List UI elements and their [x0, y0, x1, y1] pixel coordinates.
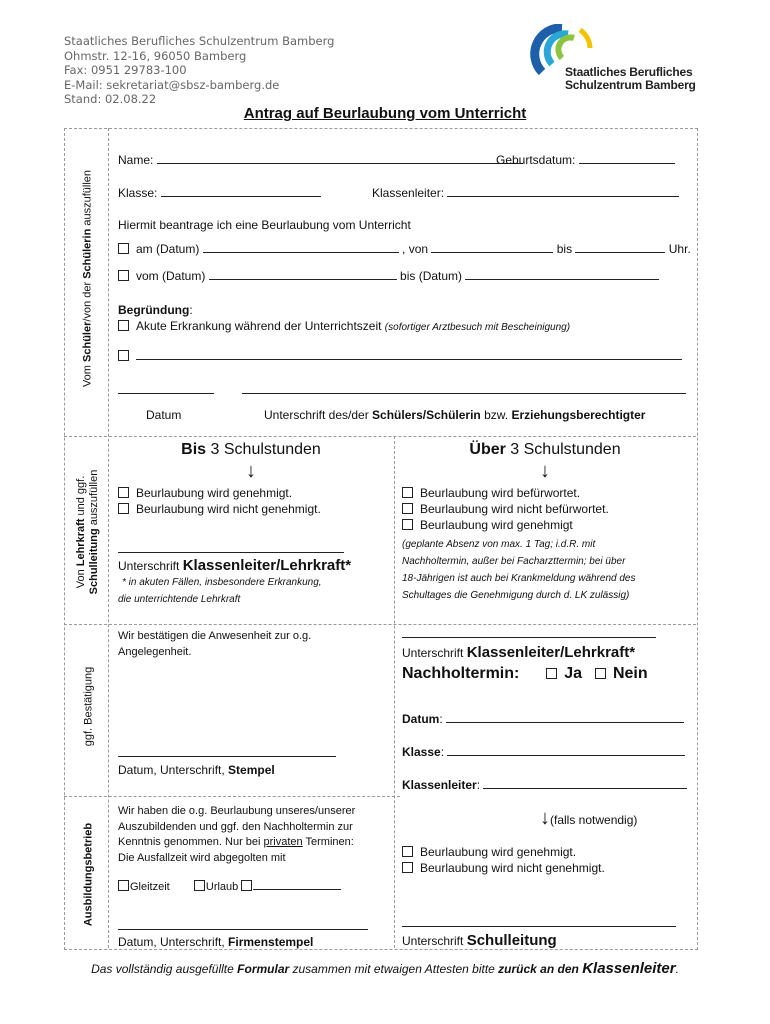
school-email: E-Mail: sekretariat@sbsz-bamberg.de: [64, 77, 280, 92]
arrow-down-icon: ↓: [246, 460, 256, 482]
makeup-date-field[interactable]: Datum:: [402, 712, 684, 726]
confirmation-section-label: ggf. Bestätigung: [82, 666, 95, 747]
class-teacher-input-line[interactable]: [447, 186, 679, 197]
logo-line-2: Schulzentrum Bamberg: [565, 78, 696, 92]
class-label: Klasse:: [118, 186, 158, 200]
makeup-class-teacher-line[interactable]: [483, 778, 687, 789]
date-signature-line[interactable]: [118, 393, 214, 394]
logo-line-1: Staatliches Berufliches: [565, 65, 693, 79]
makeup-class-field[interactable]: Klasse:: [402, 745, 685, 759]
multi-day-option[interactable]: vom (Datum) bis (Datum): [118, 269, 659, 283]
makeup-teacher-signature-caption: Unterschrift Klassenleiter/Lehrkraft*: [402, 644, 636, 661]
compensation-options[interactable]: Gleitzeit Urlaub: [118, 879, 341, 893]
section-divider-1: [64, 436, 696, 437]
request-text: Hiermit beantrage ich eine Beurlaubung vom Unterricht: [118, 218, 411, 232]
principal-signature-line[interactable]: [402, 926, 676, 927]
section-divider-3: [64, 796, 400, 797]
single-day-date-line[interactable]: [203, 242, 399, 253]
principal-signature-caption: Unterschrift Schulleitung: [402, 932, 557, 949]
other-compensation-checkbox[interactable]: [241, 880, 252, 891]
school-logo-text: [565, 66, 696, 92]
school-fax: Fax: 0951 29783-100: [64, 63, 187, 77]
right-granted-option[interactable]: Beurlaubung wird genehmigt: [402, 518, 573, 532]
from-date-line[interactable]: [209, 269, 397, 280]
single-day-option[interactable]: am (Datum) , von bis Uhr.: [118, 242, 691, 256]
supported-checkbox[interactable]: [402, 487, 413, 498]
supported-option[interactable]: Beurlaubung wird befürwortet.: [402, 486, 580, 500]
other-compensation-line[interactable]: [253, 879, 341, 890]
form-title: Antrag auf Beurlaubung vom Unterricht: [243, 105, 527, 122]
class-teacher-field[interactable]: [372, 186, 679, 200]
makeup-date-line[interactable]: [446, 712, 684, 723]
teacher-signature-caption: Unterschrift Klassenleiter/Lehrkraft*: [118, 557, 352, 574]
principal-if-needed: ↓(falls notwendig): [540, 807, 638, 829]
not-supported-option[interactable]: Beurlaubung wird nicht befürwortet.: [402, 502, 609, 516]
section-divider-2: [64, 624, 696, 625]
acute-illness-checkbox[interactable]: [118, 320, 129, 331]
student-signature-line[interactable]: [242, 393, 686, 394]
birthdate-input-line[interactable]: [579, 153, 675, 164]
student-signature-caption: Unterschrift des/der Schülers/Schülerin bzw. Erziehungsberechtigter: [264, 408, 646, 422]
arrow-down-icon-principal: ↓: [540, 807, 550, 829]
label-column-divider: [108, 128, 109, 948]
teacher-footnote-1: * in akuten Fällen, insbesondere Erkrankung,: [122, 577, 322, 588]
makeup-class-teacher-field[interactable]: Klassenleiter:: [402, 778, 687, 792]
school-street: Ohmstr. 12-16, 96050 Bamberg: [64, 48, 247, 63]
school-address: [64, 34, 334, 107]
company-signature-caption: Datum, Unterschrift, Firmenstempel: [118, 935, 314, 949]
attendance-confirmation-text: Wir bestätigen die Anwesenheit zur o.g. Angelegenheit.: [118, 630, 312, 658]
teacher-section-label: Von Lehrkraft und ggf. Schulleitung auszufüllen: [75, 469, 100, 595]
teacher-footnote-2: die unterrichtende Lehrkraft: [118, 594, 241, 605]
right-granted-checkbox[interactable]: [402, 519, 413, 530]
birthdate-field[interactable]: [496, 153, 675, 167]
to-date-line[interactable]: [465, 269, 659, 280]
multi-day-checkbox[interactable]: [118, 270, 129, 281]
up-to-3-lessons-heading: Bis 3 Schulstunden: [181, 441, 321, 458]
name-input-line[interactable]: [157, 153, 523, 164]
company-signature-line[interactable]: [118, 929, 368, 930]
other-reason-checkbox[interactable]: [118, 350, 129, 361]
flextime-checkbox[interactable]: [118, 880, 129, 891]
over-3-lessons-heading: Über 3 Schulstunden: [469, 441, 621, 458]
single-day-checkbox[interactable]: [118, 243, 129, 254]
makeup-teacher-signature-line[interactable]: [402, 637, 656, 638]
makeup-no-checkbox[interactable]: [595, 668, 606, 679]
confirmation-signature-caption: Datum, Unterschrift, Stempel: [118, 763, 275, 777]
left-not-granted-checkbox[interactable]: [118, 503, 129, 514]
footer-instruction: Das vollständig ausgefüllte Formular zusammen mit etwaigen Attesten bitte zurück an den Klassenleiter.: [91, 960, 679, 977]
left-granted-checkbox[interactable]: [118, 487, 129, 498]
acute-illness-option[interactable]: Akute Erkrankung während der Unterrichtszeit (sofortiger Arztbesuch mit Bescheinigung): [118, 319, 570, 333]
principal-granted-option[interactable]: Beurlaubung wird genehmigt.: [402, 845, 576, 859]
absence-note: (geplante Absenz von max. 1 Tag; i.d.R. mit Nachholtermin, außer bei Facharzttermin; bei über 18-Jährigen ist auch bei Krankmeldung während des Schultages die Genehmigung durch d. LK zulässig): [402, 539, 636, 601]
other-reason-line[interactable]: [136, 349, 682, 360]
class-input-line[interactable]: [161, 186, 321, 197]
arrow-down-icon-right: ↓: [540, 460, 550, 482]
makeup-date-question: Nachholtermin: Ja Nein: [402, 665, 648, 682]
school-name: Staatliches Berufliches Schulzentrum Bamberg: [64, 34, 335, 48]
company-section-label: Ausbildungsbetrieb: [82, 822, 95, 927]
makeup-class-line[interactable]: [447, 745, 685, 756]
left-granted-option[interactable]: Beurlaubung wird genehmigt.: [118, 486, 292, 500]
principal-not-granted-checkbox[interactable]: [402, 862, 413, 873]
name-label: Name:: [118, 153, 154, 167]
class-field[interactable]: [118, 186, 321, 200]
company-acknowledgement-text: Wir haben die o.g. Beurlaubung unseres/unserer Auszubildenden und ggf. den Nachholtermin zur Kenntnis genommen. Nur bei privaten Terminen: Die Ausfallzeit wird abgegolten mit: [118, 805, 356, 864]
reason-heading: Begründung:: [118, 303, 193, 317]
other-reason-option[interactable]: [118, 349, 682, 363]
to-time-line[interactable]: [575, 242, 665, 253]
form-version: Stand: 02.08.22: [64, 92, 157, 106]
makeup-yes-checkbox[interactable]: [546, 668, 557, 679]
principal-granted-checkbox[interactable]: [402, 846, 413, 857]
class-teacher-label: Klassenleiter:: [372, 186, 445, 200]
principal-not-granted-option[interactable]: Beurlaubung wird nicht genehmigt.: [402, 861, 605, 875]
not-supported-checkbox[interactable]: [402, 503, 413, 514]
from-time-line[interactable]: [431, 242, 553, 253]
student-section-label: Vom Schüler/von der Schülerin auszufüllen: [81, 169, 94, 388]
left-not-granted-option[interactable]: Beurlaubung wird nicht genehmigt.: [118, 502, 321, 516]
teacher-signature-line[interactable]: [118, 552, 344, 553]
confirmation-signature-line[interactable]: [118, 756, 336, 757]
column-divider: [394, 436, 395, 948]
birthdate-label: Geburtsdatum:: [496, 153, 576, 167]
vacation-checkbox[interactable]: [194, 880, 205, 891]
date-caption: Datum: [146, 408, 182, 422]
name-field[interactable]: [118, 153, 523, 167]
